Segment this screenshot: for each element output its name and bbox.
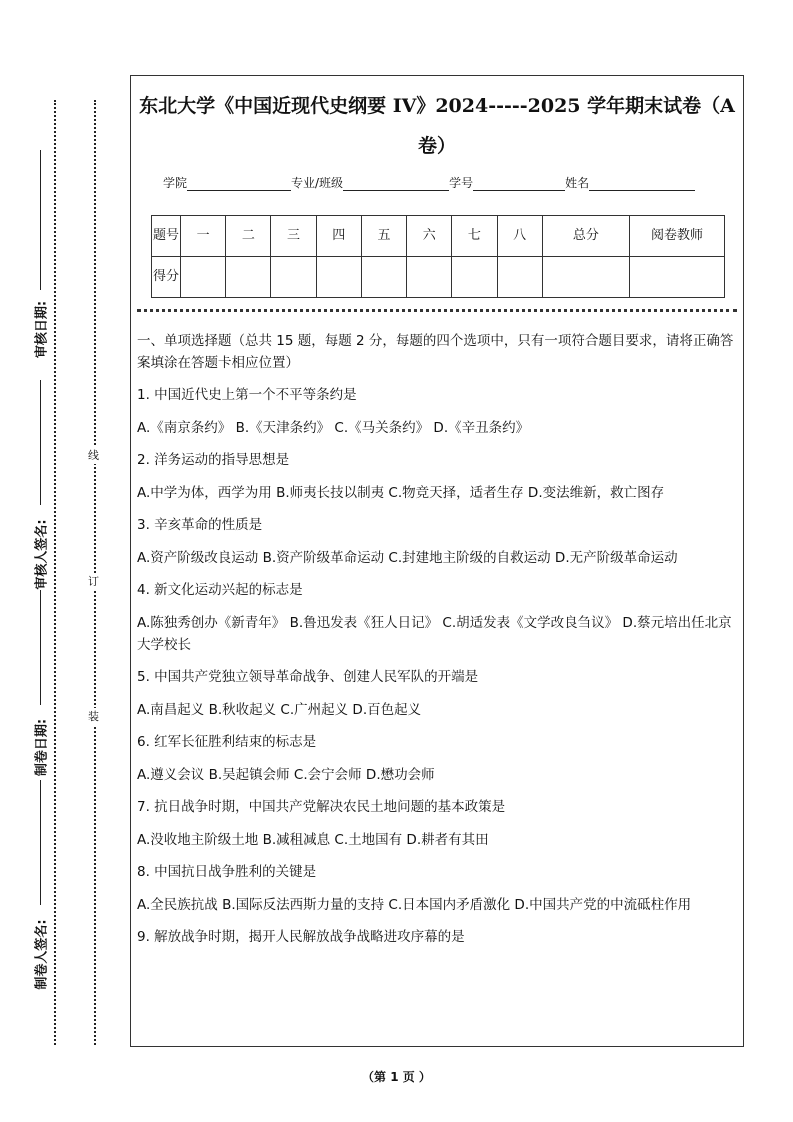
score-header-cell: 总分 bbox=[542, 216, 629, 257]
score-header-cell: 六 bbox=[407, 216, 452, 257]
score-value-cell[interactable] bbox=[407, 257, 452, 298]
question-text: 8. 中国抗日战争胜利的关键是 bbox=[137, 864, 317, 880]
major-field[interactable] bbox=[343, 177, 449, 191]
review-date-line bbox=[40, 150, 41, 290]
question-options: A.《南京条约》 B.《天津条约》 C.《马关条约》 D.《辛丑条约》 bbox=[137, 420, 530, 436]
make-date-label: 制卷日期: bbox=[34, 718, 50, 777]
score-header-cell: 阅卷教师 bbox=[630, 216, 725, 257]
question-options: A.陈独秀创办《新青年》 B.鲁迅发表《狂人日记》 C.胡适发表《文学改良刍议》 D.蔡元培出任北京大学校长 bbox=[137, 615, 732, 653]
college-field[interactable] bbox=[187, 177, 291, 191]
make-date-line bbox=[40, 590, 41, 705]
college-label: 学院 bbox=[163, 176, 188, 190]
score-table bbox=[151, 215, 725, 298]
question-text: 1. 中国近代史上第一个不平等条约是 bbox=[137, 387, 357, 403]
score-value-cell[interactable] bbox=[226, 257, 271, 298]
reviewer-sign-line bbox=[40, 380, 41, 505]
question-text: 6. 红军长征胜利结束的标志是 bbox=[137, 734, 317, 750]
score-row-label: 得分 bbox=[152, 257, 181, 298]
score-value-cell[interactable] bbox=[497, 257, 542, 298]
score-header-cell: 五 bbox=[361, 216, 406, 257]
score-value-cell[interactable] bbox=[630, 257, 725, 298]
score-header-cell: 八 bbox=[497, 216, 542, 257]
question-text: 9. 解放战争时期，揭开人民解放战争战略进攻序幕的是 bbox=[137, 929, 465, 945]
exam-frame bbox=[130, 75, 744, 1047]
review-date-label: 审核日期: bbox=[34, 300, 50, 359]
score-header-cell: 三 bbox=[271, 216, 316, 257]
score-header-cell: 一 bbox=[181, 216, 226, 257]
score-header-cell: 七 bbox=[452, 216, 497, 257]
question-text: 2. 洋务运动的指导思想是 bbox=[137, 452, 290, 468]
score-value-cell[interactable] bbox=[452, 257, 497, 298]
binding-char-zhuang: 装 bbox=[88, 710, 99, 723]
score-value-row bbox=[152, 257, 725, 298]
score-value-cell[interactable] bbox=[361, 257, 406, 298]
score-value-cell[interactable] bbox=[316, 257, 361, 298]
reviewer-sign-label: 审核人签名: bbox=[34, 519, 50, 590]
question-options: A.遵义会议 B.吴起镇会师 C.会宁会师 D.懋功会师 bbox=[137, 767, 435, 783]
binding-char-ding: 订 bbox=[88, 575, 99, 588]
name-label: 姓名 bbox=[565, 176, 590, 190]
score-value-cell[interactable] bbox=[181, 257, 226, 298]
question-text: 4. 新文化运动兴起的标志是 bbox=[137, 582, 303, 598]
dotted-separator bbox=[137, 309, 737, 312]
page-number: （第 1 页 ） bbox=[362, 1070, 431, 1084]
score-header-cell: 二 bbox=[226, 216, 271, 257]
exam-content bbox=[137, 330, 738, 959]
score-header-row bbox=[152, 216, 725, 257]
question-options: A.全民族抗战 B.国际反法西斯力量的支持 C.日本国内矛盾激化 D.中国共产党的中流砥柱作用 bbox=[137, 897, 692, 913]
score-header-cell: 四 bbox=[316, 216, 361, 257]
question-options: A.没收地主阶级土地 B.减租减息 C.土地国有 D.耕者有其田 bbox=[137, 832, 489, 848]
question-options: A.南昌起义 B.秋收起义 C.广州起义 D.百色起义 bbox=[137, 702, 422, 718]
student-info-row bbox=[163, 174, 695, 191]
maker-sign-line bbox=[40, 780, 41, 905]
title-line-2: 卷） bbox=[417, 135, 456, 157]
question-options: A.资产阶级改良运动 B.资产阶级革命运动 C.封建地主阶级的自救运动 D.无产阶级革命运动 bbox=[137, 550, 678, 566]
section-heading: 一、单项选择题（总共 15 题，每题 2 分，每题的四个选项中，只有一项符合题目要求，请将正确答案填涂在答题卡相应位置） bbox=[137, 333, 734, 371]
question-text: 7. 抗日战争时期，中国共产党解决农民土地问题的基本政策是 bbox=[137, 799, 506, 815]
exam-title bbox=[137, 86, 737, 166]
score-header-cell: 题号 bbox=[152, 216, 181, 257]
question-options: A.中学为体，西学为用 B.师夷长技以制夷 C.物竞天择，适者生存 D.变法维新，救亡图存 bbox=[137, 485, 665, 501]
question-text: 3. 辛亥革命的性质是 bbox=[137, 517, 263, 533]
name-field[interactable] bbox=[589, 177, 695, 191]
left-dotted-line bbox=[54, 100, 56, 1045]
student-id-field[interactable] bbox=[473, 177, 565, 191]
major-label: 专业/班级 bbox=[291, 176, 344, 190]
title-line-1: 东北大学《中国近现代史纲要 IV》2024-----2025 学年期末试卷（A bbox=[139, 95, 735, 117]
score-value-cell[interactable] bbox=[271, 257, 316, 298]
score-value-cell[interactable] bbox=[542, 257, 629, 298]
maker-sign-label: 制卷人签名: bbox=[34, 919, 50, 990]
question-text: 5. 中国共产党独立领导革命战争、创建人民军队的开端是 bbox=[137, 669, 479, 685]
student-id-label: 学号 bbox=[449, 176, 474, 190]
binding-char-line: 线 bbox=[88, 449, 99, 462]
